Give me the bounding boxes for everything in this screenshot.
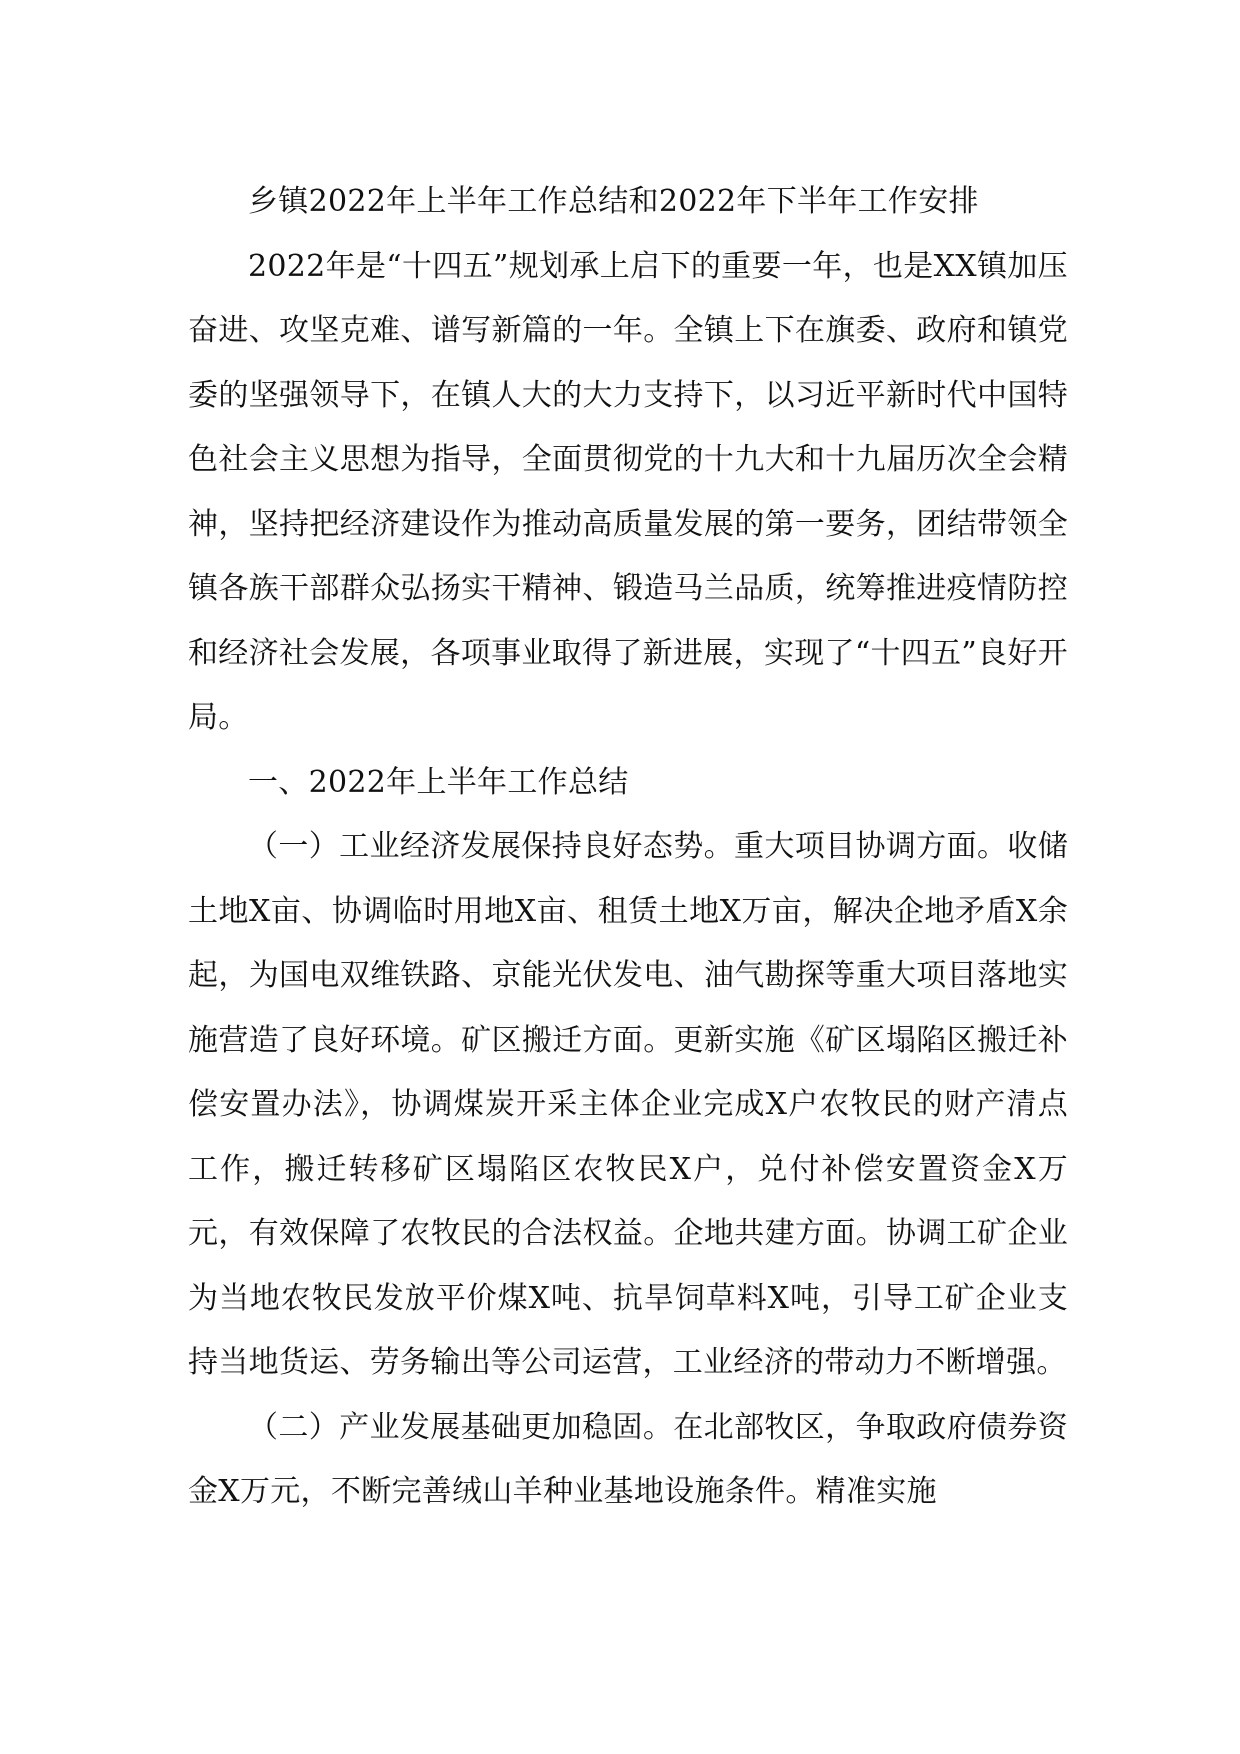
section-paragraph-industry: （一）工业经济发展保持良好态势。重大项目协调方面。收储土地X亩、协调临时用地X亩、租赁土地X万亩，解决企地矛盾X余起，为国电双维铁路、京能光伏发电、油气勘探等重大项目落地实施营造了良好环境。矿区搬迁方面。更新实施《矿区塌陷区搬迁补偿安置办法》，协调煤炭开采主体企业完成X户农牧民的财产清点工作，搬迁转移矿区塌陷区农牧民X户，兑付补偿安置资金X万元，有效保障了农牧民的合法权益。企地共建方面。协调工矿企业为当地农牧民发放平价煤X吨、抗旱饲草料X吨，引导工矿企业支持当地货运、劳务输出等公司运营，工业经济的带动力不断增强。 — [188, 829, 1068, 1380]
document-title: 乡镇2022年上半年工作总结和2022年下半年工作安排 — [248, 184, 979, 219]
document-body — [188, 170, 1068, 1525]
intro-paragraph: 2022年是“十四五”规划承上启下的重要一年，也是XX镇加压奋进、攻坚克难、谱写新篇的一年。全镇上下在旗委、政府和镇党委的坚强领导下，在镇人大的大力支持下，以习近平新时代中国特色社会主义思想为指导，全面贯彻党的十九大和十九届历次全会精神，坚持把经济建设作为推动高质量发展的第一要务，团结带领全镇各族干部群众弘扬实干精神、锻造马兰品质，统筹推进疫情防控和经济社会发展，各项事业取得了新进展，实现了“十四五”良好开局。 — [188, 248, 1068, 735]
section-heading-1: 一、2022年上半年工作总结 — [248, 764, 629, 800]
section-paragraph-agriculture: （二）产业发展基础更加稳固。在北部牧区，争取政府债券资金X万元，不断完善绒山羊种业基地设施条件。精准实施 — [188, 1409, 1068, 1509]
